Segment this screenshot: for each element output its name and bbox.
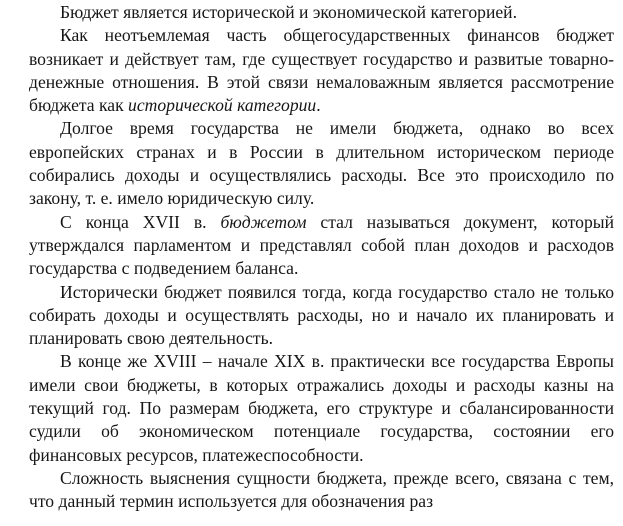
- paragraph-text: .: [316, 95, 321, 116]
- paragraph: [29, 1, 614, 24]
- paragraph-text: стал называться документ, который утверждался парламентом и представлял собой план доходов и расходов государства с подведением баланса.: [29, 211, 614, 279]
- paragraph: [29, 350, 614, 466]
- paragraph: [29, 211, 614, 281]
- paragraph-text: Сложность выяснения сущности бюджета, прежде всего, связана с тем, что данный термин используется для обозначения раз: [29, 467, 614, 512]
- italic-term: бюджетом: [220, 211, 307, 232]
- paragraph: [29, 117, 614, 210]
- paragraph-text: В конце же XVIII – начале XIX в. практически все государства Европы имели свои бюджеты, в которых отражались доходы и расходы казны на текущий год. По размерам бюджета, его структуре и сбалансированности судили об экономическом потенциале государства, состоянии его финансовых ресурсов, платежеспособности.: [29, 351, 614, 465]
- paragraph-text: С конца XVII в.: [60, 211, 221, 232]
- paragraph-text: Бюджет является исторической и экономической категорией.: [60, 2, 517, 22]
- paragraph-text: Исторически бюджет появился тогда, когда государство стало не только собирать доходы и осуществлять расходы, но и начало их планировать и планировать свою деятельность.: [29, 281, 614, 349]
- paragraph: [29, 467, 614, 514]
- paragraph: [29, 281, 614, 351]
- italic-term: исторической категории: [128, 95, 317, 116]
- paragraph: [29, 24, 614, 117]
- paragraph-text: Как неотъемлемая часть общегосударственных финансов бюджет возникает и действует там, где существует государство и развитые товарно-денежные отношения. В этой связи немаловажным является рассмотрение бюджета как: [29, 25, 614, 116]
- paragraph-text: Долгое время государства не имели бюджета, однако во всех европейских странах и в России в длительном историческом периоде собирались доходы и осуществлялись расходы. Все это происходило по закону, т. е. имело юридическую силу.: [29, 118, 614, 209]
